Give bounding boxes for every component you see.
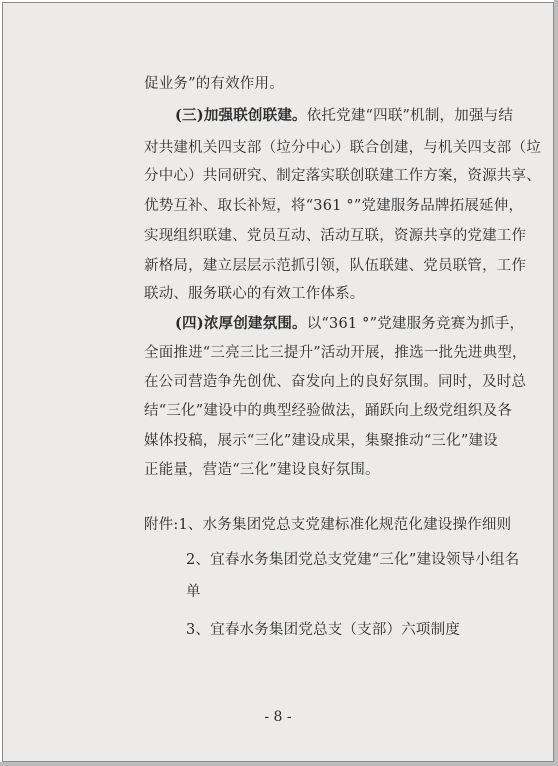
attachment-line-4 xyxy=(186,621,460,639)
line-text: 以“361 °”党建服务竞赛为抓手， xyxy=(306,316,525,332)
line-text: 附件:1、水务集团党总支党建标准化规范化建设操作细则 xyxy=(144,517,512,533)
text-line-1 xyxy=(144,75,284,93)
line-text: 优势互补、取长补短，将“361 °”党建服务品牌拓展延伸， xyxy=(144,198,524,214)
line-text: 分中心）共同研究、制定落实联创联建工作方案，资源共享、 xyxy=(144,168,541,184)
line-text: 全面推进“三亮三比三提升”活动开展，推选一批先进典型， xyxy=(144,345,527,361)
text-line-7 xyxy=(144,257,526,275)
line-text: 联动、服务联心的有效工作体系。 xyxy=(144,286,365,302)
line-text: 2、宜春水务集团党总支党建“三化”建设领导小组名 xyxy=(186,552,520,568)
line-text: 依托党建“四联”机制，加强与结 xyxy=(306,108,514,124)
text-line-11 xyxy=(144,373,526,391)
text-line-12 xyxy=(144,402,512,420)
text-line-2 xyxy=(175,107,513,125)
line-text: 促业务”的有效作用。 xyxy=(144,76,284,92)
line-text: 3、宜春水务集团党总支（支部）六项制度 xyxy=(186,622,461,638)
line-text: 正能量，营造“三化”建设良好氛围。 xyxy=(144,462,380,478)
text-line-8 xyxy=(144,285,365,303)
line-text: 对共建机关四支部（垃分中心）联合创建，与机关四支部（垃 xyxy=(144,140,541,156)
text-line-4 xyxy=(144,167,541,185)
section-heading: (三)加强联创联建。 xyxy=(175,107,307,124)
line-text: 实现组织联建、党员互动、活动互联，资源共享的党建工作 xyxy=(144,228,527,244)
text-line-10 xyxy=(144,344,527,362)
line-text: 在公司营造争先创优、奋发向上的良好氛围。同时，及时总 xyxy=(144,374,527,390)
page-number: - 8 - xyxy=(264,709,292,725)
text-line-13 xyxy=(144,432,498,450)
text-line-3 xyxy=(144,139,541,157)
page-shadow-right xyxy=(554,0,558,766)
text-line-9 xyxy=(175,315,524,333)
line-text: 结“三化”建设中的典型经验做法，踊跃向上级党组织及各 xyxy=(144,403,513,419)
attachment-line-1 xyxy=(144,516,511,534)
line-text: 单 xyxy=(186,584,201,600)
document-page xyxy=(2,2,554,762)
attachment-line-3 xyxy=(186,583,201,601)
attachment-line-2 xyxy=(186,551,519,569)
page-shadow-bottom xyxy=(0,762,558,766)
text-line-6 xyxy=(144,227,526,245)
line-text: 新格局，建立层层示范抓引领，队伍联建、党员联管，工作 xyxy=(144,258,527,274)
text-line-5 xyxy=(144,197,523,215)
section-heading: (四)浓厚创建氛围。 xyxy=(175,315,307,332)
text-line-14 xyxy=(144,461,380,479)
line-text: 媒体投稿，展示“三化”建设成果，集聚推动“三化”建设 xyxy=(144,433,498,449)
